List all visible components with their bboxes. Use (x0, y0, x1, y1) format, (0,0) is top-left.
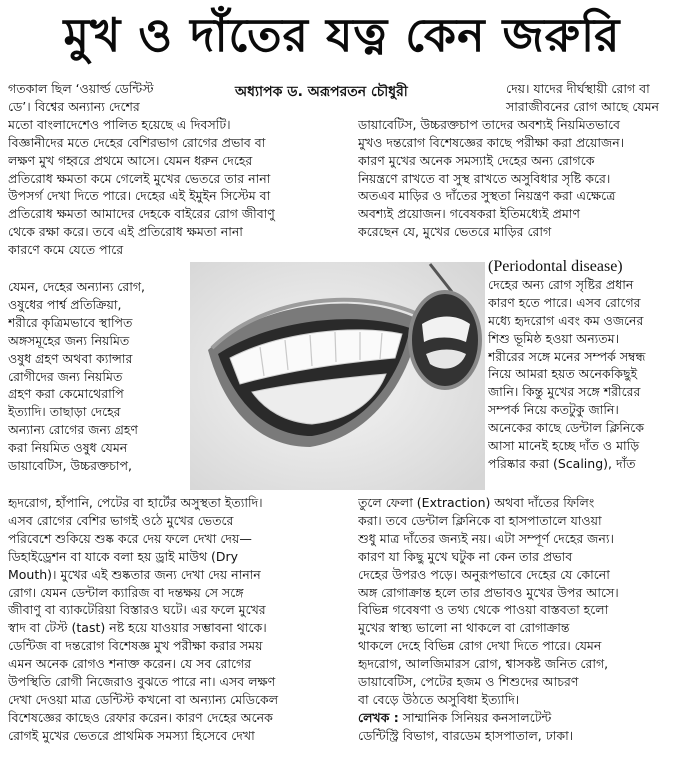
text-line: দেহের উপরও পড়ে। অনুরূপভাবে দেহের যে কোনো (358, 566, 610, 582)
text-line: অনেকের কাছে ডেন্টাল ক্লিনিকে (488, 420, 645, 436)
author-credit-affiliation: ডেন্টিস্ট্রি বিভাগ, বারডেম হাসপাতাল, ঢাকা। (358, 727, 574, 743)
text-line: মুখও দন্তরোগ বিশেষজ্ঞের কাছে পরীক্ষা করা প্রয়োজন। (358, 134, 625, 150)
text-line: বিশেষজ্ঞের কাছেও রেফার করেন। কারণ দেহের অনেক (8, 709, 273, 725)
text-line: প্রতিরোধ ক্ষমতা কমে গেলেই মুখের ভেতরে তার নানা (8, 170, 271, 186)
text-line: শরীরে কৃত্রিমভাবে স্থাপিত (8, 314, 133, 330)
text-line: কারণ মুখের অনেক সমস্যাই দেহের অন্য রোগকে (358, 152, 595, 168)
text-line: দেয়। যাদের দীর্ঘস্থায়ী রোগ বা (506, 81, 650, 96)
text-line: বা বেড়ে উঠতে অসুবিধা ইত্যাদি। (358, 691, 520, 707)
text-line: গতকাল ছিল ‘ওয়ার্ল্ড ডেন্টিস্ট (8, 81, 154, 96)
text-line: করেছেন যে, মুখের ভেতরে মাড়ির রোগ (358, 224, 552, 240)
text-line: বিজ্ঞানীদের মতে দেহের বেশিরভাগ রোগের প্রভাব বা (8, 134, 266, 150)
text-line: তুলে ফেলা (Extraction) অথবা দাঁতের ফিলিং (358, 495, 595, 510)
text-line: শিশু ভূমিষ্ঠ হওয়া অন্যতম। (488, 330, 620, 346)
left-column-bottom (8, 494, 353, 745)
text-line: করা। তবে ডেন্টাল ক্লিনিকে বা হাসপাতালে যাওয়া (358, 512, 602, 528)
text-line: দেহের অন্য রোগ সৃষ্টির প্রধান (488, 276, 634, 292)
text-line: হৃদরোগ, হাঁপানি, পেটের বা হার্টের অসুস্থতা ইত্যাদি। (8, 495, 263, 510)
smile-photo-graphic (190, 262, 485, 490)
article-byline: অধ্যাপক ড. অরূপরতন চৌধুরী (235, 84, 408, 100)
text-line: হৃদরোগ, আলজিমারস রোগ, শ্বাসকষ্ট জনিত রোগ, (358, 656, 609, 672)
text-line: বিভিন্ন গবেষণা ও তথ্য থেকে পাওয়া বাস্তবতা হলো (358, 602, 609, 618)
text-line: পরিষ্কার করা (Scaling), দাঁত (488, 455, 636, 471)
text-line: কারণে কমে যেতে পারে (8, 242, 124, 258)
article-headline: মুখ ও দাঁতের যত্ন কেন জরুরি (63, 8, 621, 62)
text-line: ডায়াবেটিস, পেটের হজম ও শিশুদের আচরণ (358, 674, 579, 690)
text-line: অঙ্গ রোগাক্রান্ত হলে তার প্রভাবও মুখের উপর আসে। (358, 584, 619, 600)
text-line: করা নিয়মিত ওষুধ যেমন (8, 440, 128, 456)
text-line: ওষুধের পার্শ্ব প্রতিক্রিয়া, (8, 296, 122, 312)
text-line: সম্পর্ক নিয়ে কতটুকু জানি। (488, 402, 619, 418)
text-line: ডায়াবেটিস, উচ্চরক্তচাপ, (8, 458, 132, 474)
text-line: কারণ হতে পারে। এসব রোগের (488, 294, 641, 310)
text-line: ইত্যাদি। তাছাড়া দেহের (8, 404, 121, 420)
text-line: কারণ যা কিছু মুখে ঘটুক না কেন তার প্রভাব (358, 548, 573, 564)
text-line: জীবাণু বা ব্যাকটেরিয়া বিস্তারও ঘটে। এর ফলে মুখের (8, 602, 266, 618)
right-column-top (358, 80, 683, 241)
text-line: (Periodontal disease) (488, 258, 623, 275)
text-line: ডিহাইড্রেশন বা যাকে বলা হয় ড্রাই মাউথ (Dry (8, 548, 239, 564)
text-line: অবশ্যই প্রয়োজন। গবেষকরা ইতিমধ্যেই প্রমাণ (358, 206, 580, 222)
text-line: স্বাদ বা টেস্ট (tast) নষ্ট হয়ে যাওয়ার সম্ভাবনা থাকে। (8, 620, 267, 636)
text-line: অতএব মাড়ির ও দাঁতের সুস্থতা নিয়ন্ত্রণ করা এক্ষেত্রে (358, 188, 616, 204)
text-line: রোগীদের জন্য নিয়মিত (8, 368, 123, 384)
text-line: ডে’। বিশ্বের অন্যান্য দেশের (8, 98, 140, 114)
text-line: জানি। কিন্তু মুখের সঙ্গে শরীরের (488, 384, 641, 400)
text-line: অঙ্গসমূহের জন্য নিয়মিত (8, 332, 130, 348)
text-line: রোগই মুখের ভেতরে প্রাথমিক সমস্যা হিসেবে দেখা (8, 727, 255, 743)
text-line: মতো বাংলাদেশেও পালিত হয়েছে এ দিবসটি। (8, 116, 231, 132)
text-line: মুখের স্বাস্থ্য ভালো না থাকলে বা রোগাক্রান্ত (358, 620, 570, 636)
text-line: নিয়ে আমরা হয়ত অনেককিছুই (488, 366, 638, 382)
right-column-bottom (358, 494, 683, 745)
text-line: অন্যান্য রোগের জন্য গ্রহণ (8, 422, 138, 438)
text-line: নিয়ন্ত্রণে রাখতে বা সুস্থ রাখতে অসুবিধার সৃষ্টি করে। (358, 170, 611, 186)
left-column-top (8, 80, 288, 259)
author-credit (358, 709, 683, 727)
text-line: ডায়াবেটিস, উচ্চরক্তচাপ তাদের অবশ্যই নিয়মিতভাবে (358, 116, 620, 132)
right-column-beside-photo (488, 258, 683, 473)
text-line: পরিবেশে শুকিয়ে শুষ্ক করে দেয় ফলে দেখা দেয়— (8, 530, 252, 546)
left-column-beside-photo (8, 278, 192, 475)
text-line: সারাজীবনের রোগ আছে যেমন (506, 98, 659, 114)
text-line: রোগ। যেমন ডেন্টাল ক্যারিজ বা দন্তক্ষয় সে সঙ্গে (8, 584, 244, 600)
text-line: ওষুধ গ্রহণ অথবা ক্যান্সার (8, 350, 133, 366)
smile-dental-mirror-photo (190, 262, 485, 490)
text-line: Mouth)। মুখের এই শুষ্কতার জন্য দেখা দেয় নানান (8, 566, 261, 582)
text-line: এসব রোগের বেশির ভাগই ওঠে মুখের ভেতরে (8, 512, 234, 528)
text-line: শুধু মাত্র দাঁতের জন্যই নয়। এটা সম্পূর্ণ দেহের জন্য। (358, 530, 614, 546)
text-line: দেখা দেওয়া মাত্র ডেন্টিস্ট কখনো বা অন্যান্য মেডিকেল (8, 691, 279, 707)
text-line: থাকলে দেহে বিভিন্ন রোগ দেখা দিতে পারে। যেমন (358, 638, 602, 654)
text-line: মধ্যে হৃদরোগ এবং কম ওজনের (488, 312, 644, 328)
text-line: থেকে রক্ষা করে। তবে এই প্রতিরোধ ক্ষমতা নানা (8, 224, 243, 240)
author-credit-label: লেখক : (358, 709, 399, 725)
text-line: উপস্থিতি রোগী নিজেরাও বুঝতে পারে না। এসব লক্ষণ (8, 674, 276, 690)
text-line: উপসর্গ দেখা দিতে পারে। দেহের এই ইমুইন সিস্টেম বা (8, 188, 271, 204)
text-line: যেমন, দেহের অন্যান্য রোগ, (8, 279, 146, 294)
author-credit-title: সাম্মানিক সিনিয়র কনসালটেন্ট (402, 709, 552, 725)
text-line: শরীরের সঙ্গে মনের সম্পর্ক সম্বন্ধ (488, 348, 646, 364)
text-line: আসা মানেই হচ্ছে দাঁত ও মাড়ি (488, 438, 640, 454)
text-line: প্রতিরোধ ক্ষমতা আমাদের দেহকে বাইরের রোগ জীবাণু (8, 206, 275, 222)
text-line: লক্ষণ মুখ গহ্বরে প্রথমে আসে। যেমন ধরুন দেহের (8, 152, 253, 168)
text-line: গ্রহণ করা কেমোথেরাপি (8, 386, 124, 402)
text-line: এমন অনেক রোগও শনাক্ত করেন। যে সব রোগের (8, 656, 252, 672)
text-line: ডেন্টিজ বা দন্তরোগ বিশেষজ্ঞ মুখ পরীক্ষা করার সময় (8, 638, 263, 654)
